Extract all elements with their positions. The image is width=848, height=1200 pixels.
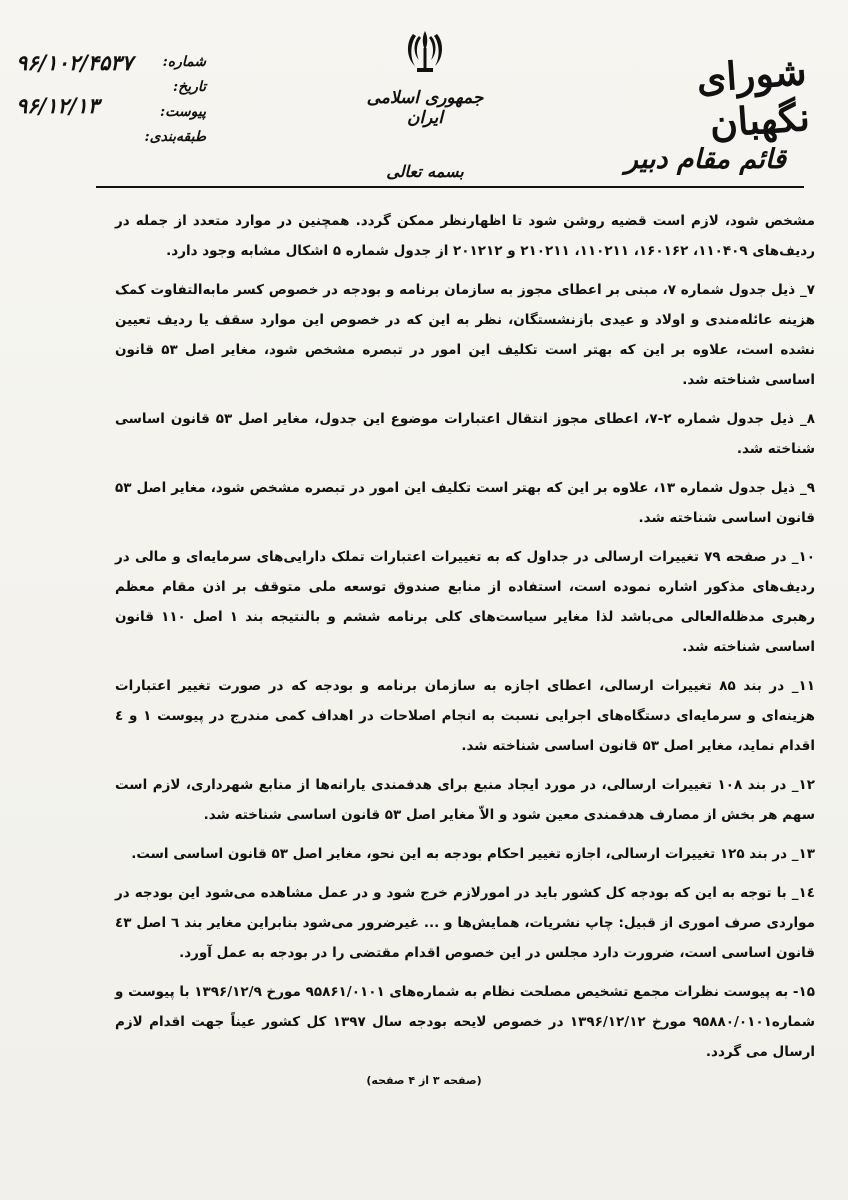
organisation-title: شورای نگهبان (694, 48, 812, 146)
paragraph-item-7: ۷_ ذیل جدول شماره ۷، مبنی بر اعطای مجوز به سازمان برنامه و بودجه در خصوص کسر مابه‌التفاوت کمک هزینه عائله‌مندی و اولاد و عیدی بازنشستگان، نظر به این که در خصوص این موارد سقف یا ردیف تعیین نشده است، علاوه بر این که بهتر است تکلیف این امور در تبصره مشخص شود، مغایر اصل ۵۳ قانون اساسی شناخته شد. (115, 282, 815, 388)
paragraph-item-11: ۱۱_ در بند ۸۵ تغییرات ارسالی، اعطای اجازه به سازمان برنامه و بودجه که در صورت تغییر اعتبارات هزینه‌ای و سرمایه‌ای دستگاه‌های اجرایی نسبت به انجام اصلاحات در اهداف کمی مندرج در پیوست ۱ و ٤ اقدام نماید، مغایر اصل ۵۳ قانون اساسی شناخته شد. (115, 678, 815, 754)
organisation-subtitle: قائم مقام دبیر (624, 144, 786, 175)
number-label: شماره: (162, 54, 206, 70)
page-indicator: (صفحه ۳ از ۴ صفحه) (366, 1074, 482, 1087)
paragraph-item-9: ۹_ ذیل جدول شماره ۱۳، علاوه بر این که بهتر است تکلیف این امور در تبصره مشخص شود، مغایر اصل ۵۳ قانون اساسی شناخته شد. (115, 480, 815, 526)
republic-title: جمهوری اسلامی ایران (366, 88, 484, 128)
paragraph-item-13: ۱۳_ در بند ۱۲۵ تغییرات ارسالی، اجازه تغییر احکام بودجه به این نحو، مغایر اصل ۵۳ قانون اساسی است. (131, 846, 815, 862)
letter-metadata (16, 50, 206, 154)
paragraph-item-12: ۱۲_ در بند ۱۰۸ تغییرات ارسالی، در مورد ایجاد منبع برای هدفمندی یارانه‌ها از منابع شهرداری، لازم است سهم هر بخش از مصارف هدفمندی معین شود و الاّ مغایر اصل ۵۳ قانون اساسی شناخته شد. (115, 777, 816, 823)
attachment-label: پیوست: (160, 104, 206, 120)
paragraph-item-10: ۱۰_ در صفحه ۷۹ تغییرات ارسالی در جداول که به تغییرات اعتبارات تملک دارایی‌های سرمایه‌ای و مالی در ردیف‌های مذکور اشاره نموده است، استفاده از منابع صندوق توسعه ملی متوقف بر اذن مقام معظم رهبری مدظله‌العالی می‌باشد لذا مغایر سیاست‌های کلی برنامه ششم و بالنتیجه بند ۱ اصل ۱۱۰ قانون اساسی شناخته شد. (115, 549, 816, 655)
iran-emblem-icon (405, 28, 445, 76)
number-row (16, 50, 206, 79)
paragraph-continuation: مشخص شود، لازم است قضیه روشن شود تا اظهارنظر ممکن گردد. همچنین در موارد متعدد از جمله در ردیف‌های ۱۱۰۴۰۹، ۱۶۰۱۶۲، ۱۱۰۲۱۱، ۲۱۰۲۱۱ و ۲۰۱۲۱۲ از جدول شماره ۵ اشکال مشابه وجود دارد. (115, 213, 815, 259)
date-label: تاریخ: (172, 79, 206, 95)
paragraph-item-15: ۱۵- به پیوست نظرات مجمع تشخیص مصلحت نظام به شماره‌های ۹۵۸۶۱/۰۱۰۱ مورخ ۱۳۹۶/۱۲/۹ با پیوست و شماره۹۵۸۸۰/۰۱۰۱ مورخ ۱۳۹۶/۱۲/۱۲ در خصوص لایحه بودجه سال ۱۳۹۷ کل کشور عیناً جهت اقدام لازم ارسال می گردد. (115, 984, 815, 1060)
header-divider (96, 186, 804, 188)
attachment-row (16, 104, 206, 129)
classification-label: طبقه‌بندی: (144, 129, 206, 145)
classification-row (16, 129, 206, 154)
letterhead-brand (608, 48, 812, 178)
letter-body (115, 204, 815, 1076)
letterhead-center (350, 28, 500, 181)
bismillah-heading: بسمه تعالی (386, 162, 464, 181)
number-value: ۹۶/۱۰۲/۴۵۳۷ (16, 50, 133, 75)
date-value: ۹۶/۱۲/۱۳ (16, 93, 100, 118)
paragraph-item-8: ۸_ ذیل جدول شماره ۲-۷، اعطای مجوز انتقال اعتبارات موضوع این جدول، مغایر اصل ۵۳ قانون اساسی شناخته شد. (115, 411, 815, 457)
paragraph-item-14: ۱٤_ با توجه به این که بودجه کل کشور باید در امورلازم خرج شود و در عمل مشاهده می‌شود این بودجه در مواردی صرف اموری از قبیل: چاپ نشریات، همایش‌ها و ... غیرضرور می‌شود بنابراین مغایر بند ٦ اصل ٤٣ قانون اساسی است، ضرورت دارد مجلس در این خصوص اقدام مقتضی را در بودجه به عمل آورد. (115, 885, 815, 961)
